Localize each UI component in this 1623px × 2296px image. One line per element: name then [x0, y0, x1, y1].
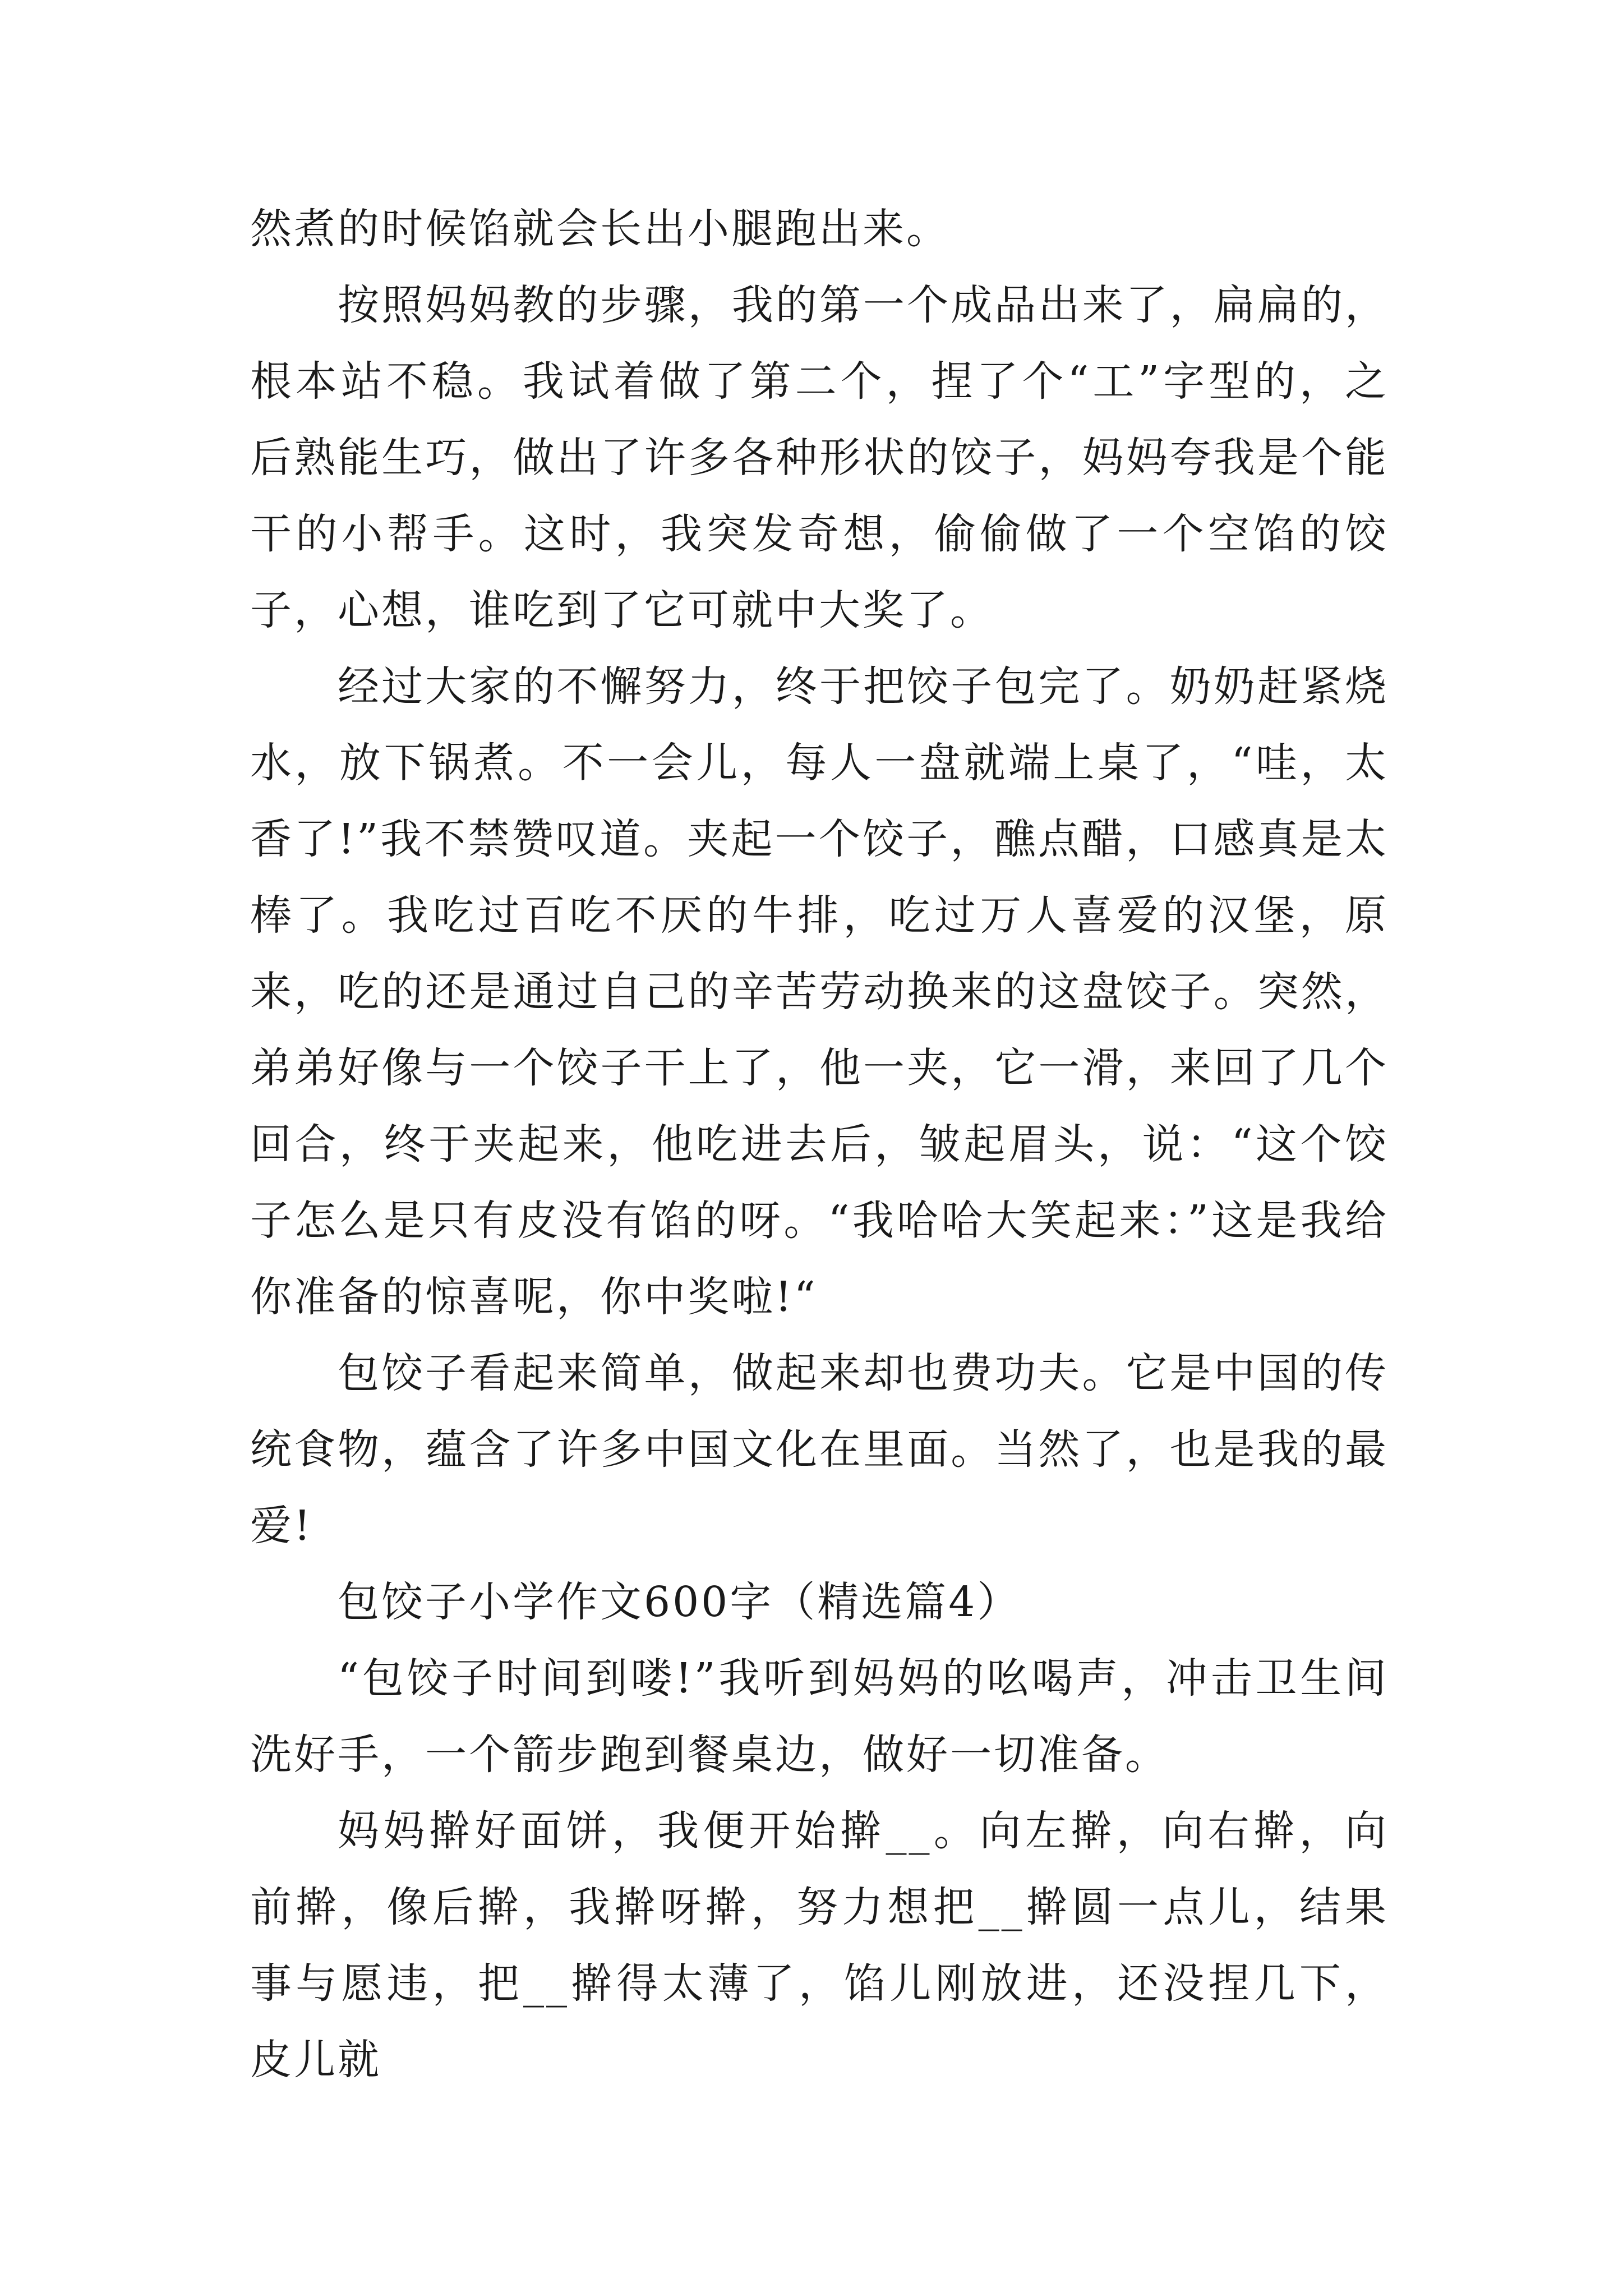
paragraph-eating: 经过大家的不懈努力，终于把饺子包完了。奶奶赶紧烧水，放下锅煮。不一会儿，每人一盘就端上桌了，“哇，太香了!”我不禁赞叹道。夹起一个饺子，醮点醋，口感真是太棒了。我吃过百吃不厌的牛排，吃过万人喜爱的汉堡，原来，吃的还是通过自己的辛苦劳动换来的这盘饺子。突然，弟弟好像与一个饺子干上了，他一夹，它一滑，来回了几个回合，终于夹起来，他吃进去后，皱起眉头，说：“这个饺子怎么是只有皮没有馅的呀。“我哈哈大笑起来：”这是我给你准备的惊喜呢，你中奖啦!“ [250, 662, 1389, 1321]
paragraph-first-dumpling: 按照妈妈教的步骤，我的第一个成品出来了，扁扁的，根本站不稳。我试着做了第二个，捏了个“工”字型的，之后熟能生巧，做出了许多各种形状的饺子，妈妈夸我是个能干的小帮手。这时，我突发奇想，偷偷做了一个空馅的饺子，心想，谁吃到了它可就中大奖了。 [250, 281, 1389, 634]
document-body [250, 191, 1389, 2098]
paragraph-continuation: 然煮的时候馅就会长出小腿跑出来。 [250, 205, 950, 253]
section-heading: 包饺子小学作文600字（精选篇4） [338, 1578, 1021, 1626]
paragraph-conclusion: 包饺子看起来简单，做起来却也费功夫。它是中国的传统食物，蕴含了许多中国文化在里面。当然了，也是我的最爱! [250, 1349, 1389, 1550]
paragraph-call: “包饺子时间到喽!”我听到妈妈的吆喝声，冲击卫生间洗好手，一个箭步跑到餐桌边，做好一切准备。 [250, 1654, 1389, 1779]
paragraph-rolling: 妈妈擀好面饼，我便开始擀__。向左擀，向右擀，向前擀，像后擀，我擀呀擀，努力想把__擀圆一点儿，结果事与愿违，把__擀得太薄了，馅儿刚放进，还没捏几下，皮儿就 [250, 1807, 1389, 2084]
